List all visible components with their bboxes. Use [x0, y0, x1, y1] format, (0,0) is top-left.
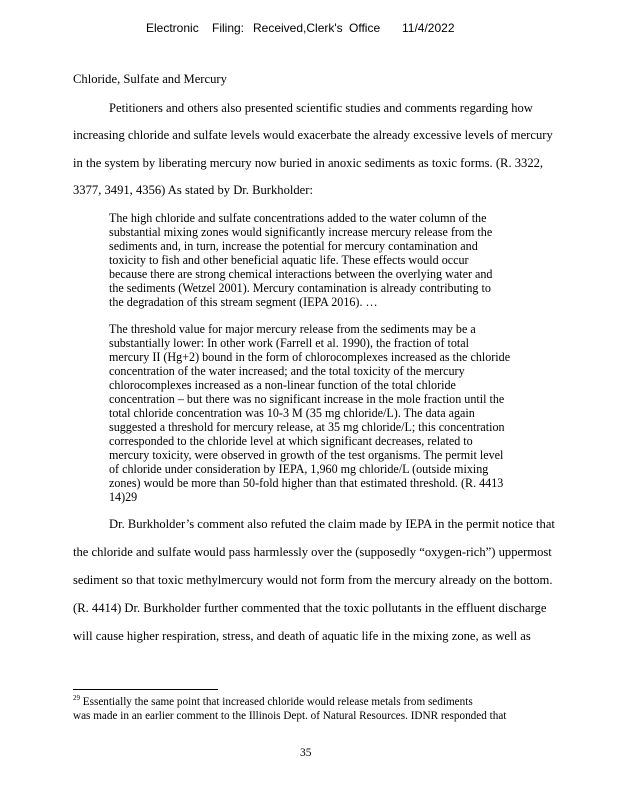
- quote2-line: zones) would be more than 50-fold higher than that estimated threshold. (R. 4413: [109, 476, 504, 490]
- header-office: Office: [349, 21, 381, 35]
- footnote-line: was made in an earlier comment to the Illinois Dept. of Natural Resources. IDNR responded that: [73, 710, 507, 722]
- quote2-line: 14)29: [109, 490, 138, 504]
- quote1-line: the sediments (Wetzel 2001). Mercury contamination is already contributing to: [109, 281, 491, 295]
- section-heading: Chloride, Sulfate and Mercury: [73, 72, 227, 86]
- footnote-separator: [73, 689, 218, 690]
- quote1-line: substantial mixing zones would significantly increase mercury release from the: [109, 225, 493, 239]
- quote2-line: total chloride concentration was 10-3 M (35 mg chloride/L). The data again: [109, 406, 475, 420]
- quote2-line: mercury toxicity, were observed in growth of the test organisms. The permit level: [109, 448, 504, 462]
- quote2-line: of chloride under consideration by IEPA, 1,960 mg chloride/L (outside mixing: [109, 462, 489, 476]
- quote2-line: mercury II (Hg+2) bound in the form of chlorocomplexes increased as the chloride: [109, 350, 511, 364]
- quote1-line: the degradation of this stream segment (IEPA 2016). …: [109, 295, 378, 309]
- para2-line: sediment so that toxic methylmercury would not form from the mercury already on the bottom.: [73, 573, 553, 587]
- footnote-text: Essentially the same point that increased chloride would release metals from sediments: [80, 696, 473, 708]
- quote2-line: The threshold value for major mercury release from the sediments may be a: [109, 322, 476, 336]
- quote2-line: corresponded to the chloride level at which significant decreases, related to: [109, 434, 473, 448]
- para2-line: the chloride and sulfate would pass harmlessly over the (supposedly “oxygen-rich”) uppermost: [73, 545, 552, 559]
- para2-line: (R. 4414) Dr. Burkholder further commented that the toxic pollutants in the effluent discharge: [73, 601, 547, 615]
- quote2-line: concentration of the water increased; and the total toxicity of the mercury: [109, 364, 465, 378]
- quote1-line: because there are strong chemical interactions between the overlying water and: [109, 267, 493, 281]
- header-filing: Filing:: [212, 21, 245, 35]
- quote1-line: The high chloride and sulfate concentrations added to the water column of the: [109, 211, 487, 225]
- para1-line: in the system by liberating mercury now buried in anoxic sediments as toxic forms. (R. 3322,: [73, 156, 544, 170]
- footnote-number: 29: [73, 694, 80, 702]
- quote1-line: sediments and, in turn, increase the potential for mercury contamination and: [109, 239, 478, 253]
- header-received: Received,Clerk's: [253, 21, 343, 35]
- para2-line: will cause higher respiration, stress, and death of aquatic life in the mixing zone, as well as: [73, 629, 531, 643]
- para1-line: 3377, 3491, 4356) As stated by Dr. Burkholder:: [73, 183, 313, 197]
- header-date: 11/4/2022: [402, 21, 455, 35]
- quote1-line: toxicity to fish and other beneficial aquatic life. These effects would occur: [109, 253, 469, 267]
- quote2-line: suggested a threshold for mercury release, at 35 mg chloride/L; this concentration: [109, 420, 505, 434]
- header-electronic: Electronic: [146, 21, 199, 35]
- quote2-line: concentration – but there was no significant increase in the mole fraction until the: [109, 392, 505, 406]
- para1-line: increasing chloride and sulfate levels would exacerbate the already excessive levels of mercury: [73, 128, 553, 142]
- para1-line: Petitioners and others also presented scientific studies and comments regarding how: [109, 101, 533, 115]
- footnote-line: [73, 696, 473, 708]
- quote2-line: substantially lower: In other work (Farrell et al. 1990), the fraction of total: [109, 336, 470, 350]
- para2-line: Dr. Burkholder’s comment also refuted the claim made by IEPA in the permit notice that: [109, 517, 555, 531]
- quote2-line: chlorocomplexes increased as a non-linear function of the total chloride: [109, 378, 456, 392]
- page-number: 35: [300, 747, 312, 759]
